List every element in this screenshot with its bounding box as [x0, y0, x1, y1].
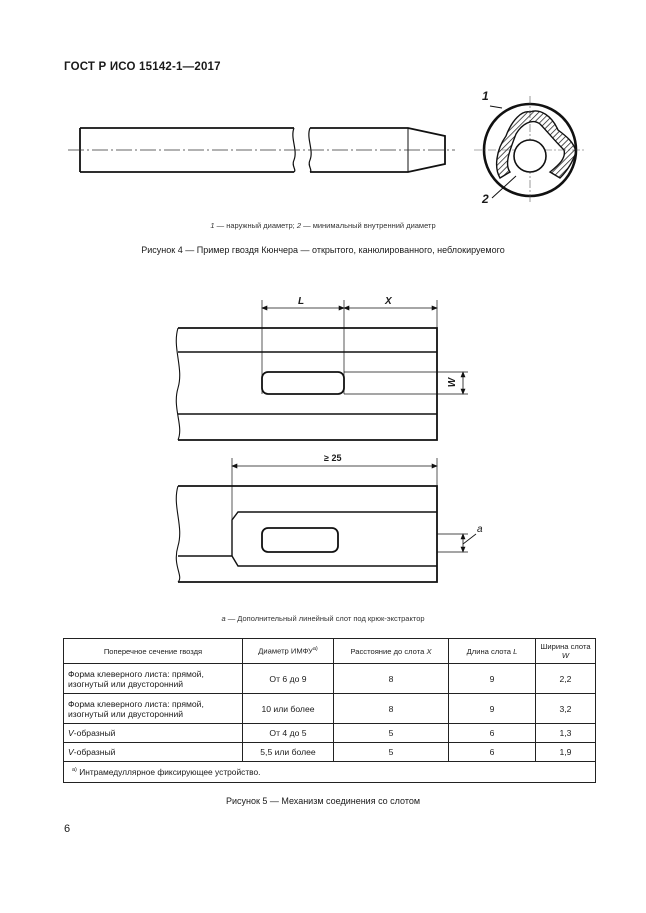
dim-min-label: ≥ 25 [324, 453, 342, 463]
col-header-diameter: Диаметр ИМФУ$^{a)}$ [243, 639, 334, 664]
col-header-section: Поперечное сечение гвоздя [64, 639, 243, 664]
col-header-x: Расстояние до слота X [334, 639, 449, 664]
table-header-row [64, 639, 596, 664]
callout-a: a [477, 524, 483, 535]
page-number: 6 [64, 823, 71, 835]
document-header: ГОСТ Р ИСО 15142-1—2017 [64, 61, 221, 73]
slot-dimensions-table [63, 638, 596, 783]
table-footnote-row: $^{a)}$ Интрамедуллярное фиксирующее устройство. [64, 762, 596, 783]
figure5-slot-drawing [0, 290, 646, 600]
callout-2: 2 [482, 192, 489, 206]
figure5-title: Рисунок 5 — Механизм соединения со слотом [225, 796, 421, 806]
dim-W-label: W [447, 377, 459, 388]
callout-1: 1 [482, 89, 489, 103]
dim-X-label: X [385, 296, 392, 307]
table-row: V-образный От 4 до 5 5 6 1,3 [64, 724, 596, 743]
figure4-nail-drawing [0, 80, 646, 215]
figure4-title: Рисунок 4 — Пример гвоздя Кюнчера — открытого, канюлированного, неблокируемого [141, 245, 505, 255]
dim-L-label: L [298, 296, 305, 307]
col-header-w: Ширина слота W [536, 639, 596, 664]
figure4-legend: 1 — наружный диаметр; 2 — минимальный внутренний диаметр [210, 221, 436, 230]
table-row: Форма клеверного листа: прямой, изогнутый или двусторонний От 6 до 9 8 9 2,2 [64, 664, 596, 694]
figure5-legend: a — Дополнительный линейный слот под крюк-экстрактор [221, 614, 425, 623]
table-row: V-образный 5,5 или более 5 6 1,9 [64, 743, 596, 762]
table-row: Форма клеверного листа: прямой, изогнутый или двусторонний 10 или более 8 9 3,2 [64, 694, 596, 724]
col-header-l: Длина слота L [449, 639, 536, 664]
